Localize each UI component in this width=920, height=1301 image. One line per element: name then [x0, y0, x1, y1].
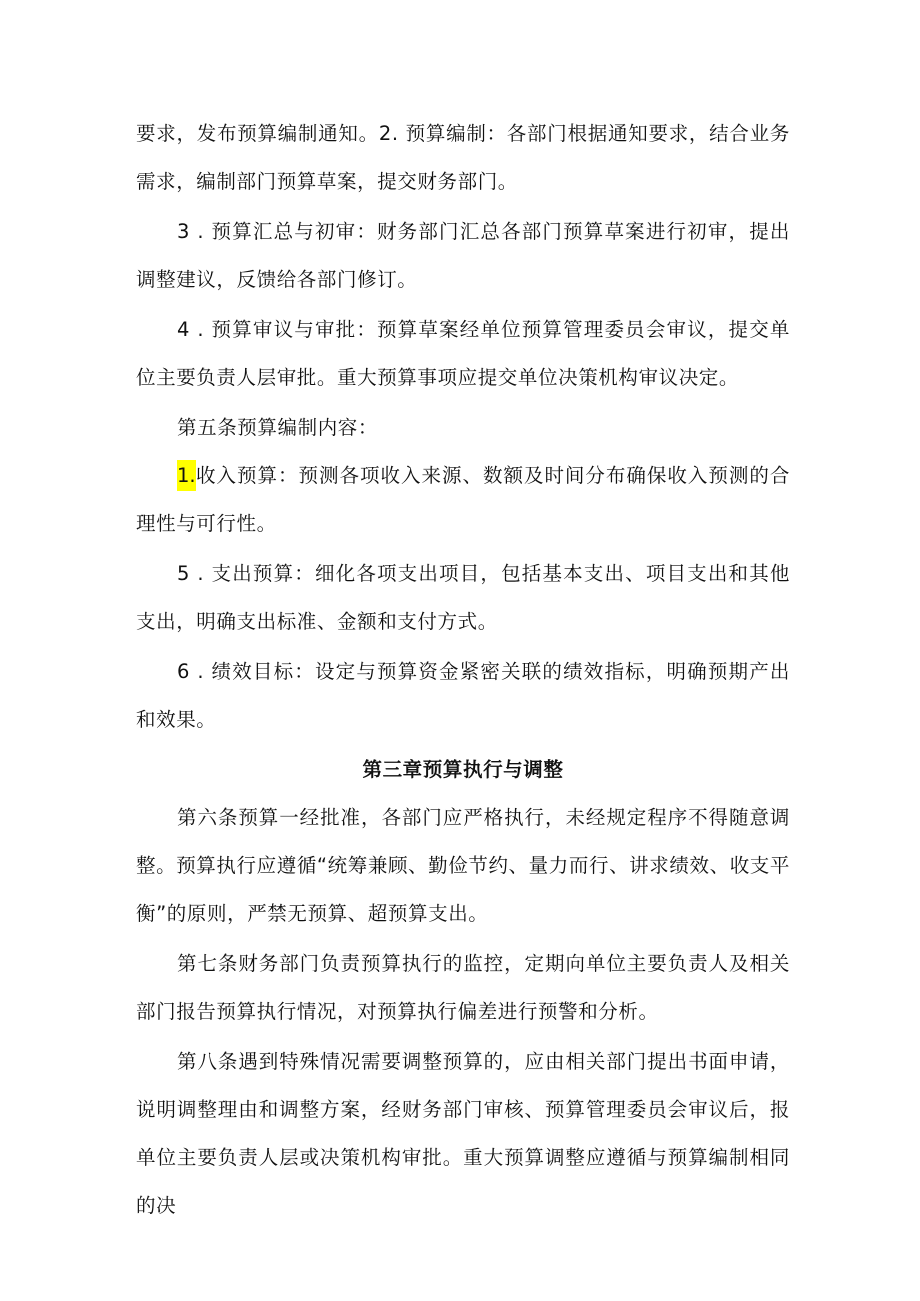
chapter-heading: 第三章预算执行与调整 [362, 758, 564, 781]
document-body [136, 110, 790, 1230]
income-budget-text: 收入预算：预测各项收入来源、数额及时间分布确保收入预测的合理性与可行性。 [136, 464, 790, 535]
highlighted-list-number: 1. [177, 460, 196, 491]
paragraph-budget-summary-review: 3 . 预算汇总与初审：财务部门汇总各部门预算草案进行初审，提出调整建议，反馈给各部门修订。 [136, 220, 790, 291]
article-8-paragraph: 第八条遇到特殊情况需要调整预算的，应由相关部门提出书面申请，说明调整理由和调整方案，经财务部门审核、预算管理委员会审议后，报单位主要负责人层或决策机构审批。重大预算调整应遵循与预算编制相同的决 [136, 1050, 790, 1217]
paragraph-expenditure-budget: 5 . 支出预算：细化各项支出项目，包括基本支出、项目支出和其他支出，明确支出标准、金额和支付方式。 [136, 562, 790, 633]
paragraph-budget-approval: 4 . 预算审议与审批：预算草案经单位预算管理委员会审议，提交单位主要负责人层审批。重大预算事项应提交单位决策机构审议决定。 [136, 318, 790, 389]
paragraph-budget-preparation: 要求，发布预算编制通知。2. 预算编制：各部门根据通知要求，结合业务需求，编制部门预算草案，提交财务部门。 [136, 122, 790, 193]
article-5-title: 第五条预算编制内容： [177, 416, 379, 439]
paragraph-income-budget [136, 452, 790, 548]
article-6-paragraph: 第六条预算一经批准，各部门应严格执行，未经规定程序不得随意调整。预算执行应遵循“统筹兼顾、勤俭节约、量力而行、讲求绩效、收支平衡”的原则，严禁无预算、超预算支出。 [136, 806, 790, 925]
paragraph-performance-goals: 6 . 绩效目标：设定与预算资金紧密关联的绩效指标，明确预期产出和效果。 [136, 660, 790, 731]
article-7-paragraph: 第七条财务部门负责预算执行的监控，定期向单位主要负责人及相关部门报告预算执行情况，对预算执行偏差进行预警和分析。 [136, 952, 790, 1023]
